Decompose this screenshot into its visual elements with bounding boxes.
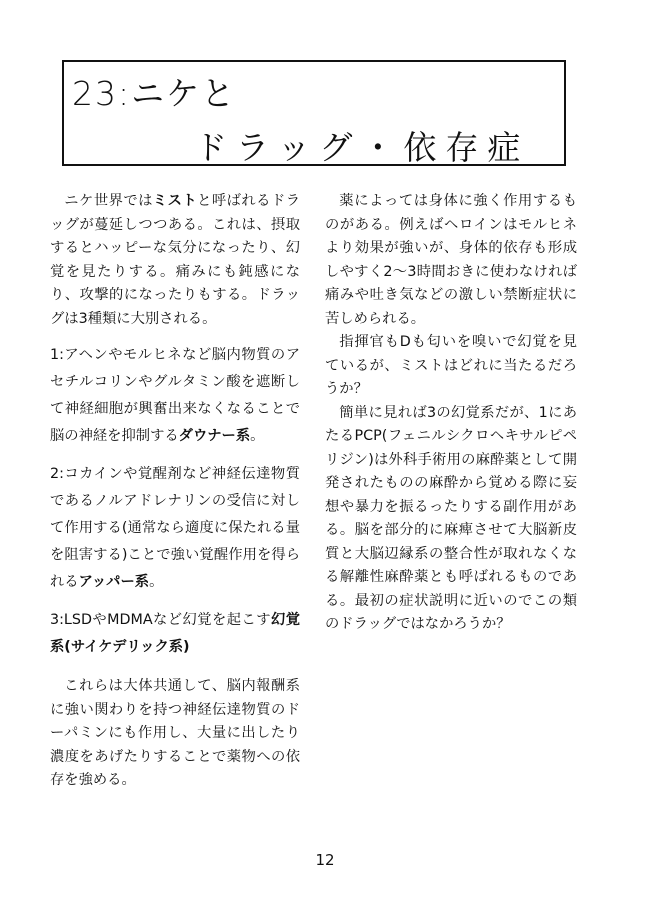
drug-type-1: 1:アヘンやモルヒネなど脳内物質のアセチルコリンやグルタミン酸を遮断して神経細胞が興奮出来なくなることで脳の神経を抑制するダウナー系。 (50, 347, 300, 444)
upper-term: アッパー系 (78, 574, 150, 590)
downer-term: ダウナー系 (178, 428, 251, 444)
body-paragraph-1: 薬によっては身体に強く作用するものがある。例えばヘロインはモルヒネより効果が強いが、身体的依存も形成しやすく2〜3時間おきに使わなければ痛みや吐き気などの激しい禁断症状に苦しめられる。 (325, 193, 577, 327)
psychedelic-term: 幻覚系(サイケデリック系) (50, 612, 301, 655)
chapter-title-line-2: ドラッグ・依存症 (194, 128, 530, 167)
drug-type-3: 3:LSDやMDMAなど幻覚を起こす幻覚系(サイケデリック系) (50, 612, 301, 655)
closing-paragraph: これらは大体共通して、脳内報酬系に強い関わりを持つ神経伝達物質のドーパミンにも作用し、大量に出したり濃度をあげたりすることで薬物への依存を強める。 (50, 678, 300, 788)
drug-type-2: 2:コカインや覚醒剤など神経伝達物質であるノルアドレナリンの受信に対して作用する(通常なら適度に保たれる量を阻害する)ことで強い覚醒作用を得られるアッパー系。 (50, 466, 300, 590)
mist-term: ミスト (152, 193, 198, 209)
chapter-title-line-1: 23:ニケと (72, 74, 237, 113)
chapter-title-box (62, 60, 566, 166)
right-column (325, 190, 577, 637)
intro-paragraph: ニケ世界ではミストと呼ばれるドラッグが蔓延しつつある。これは、摂取するとハッピーな気分になったり、幻覚を見たりする。痛みにも鈍感になり、攻撃的になったりもする。ドラッグは3種類に大別される。 (50, 193, 300, 327)
body-paragraph-2: 指揮官もDも匂いを嗅いで幻覚を見ているが、ミストはどれに当たるだろうか？ (325, 334, 577, 397)
body-paragraph-3: 簡単に見れば3の幻覚系だが、1にあたるPCP(フェニルシクロヘキサルピペリジン)は外科手術用の麻酔薬として開発されたものの麻酔から覚める際に妄想や暴力を振るったりする副作用がある。脳を部分的に麻痺させて大脳新皮質と大脳辺縁系の整合性が取れなくなる解離性麻酔薬とも呼ばれるものである。最初の症状説明に近いのでこの類のドラッグではなかろうか？ (325, 404, 577, 632)
page-number: 12 (315, 851, 335, 869)
left-column (50, 190, 300, 793)
